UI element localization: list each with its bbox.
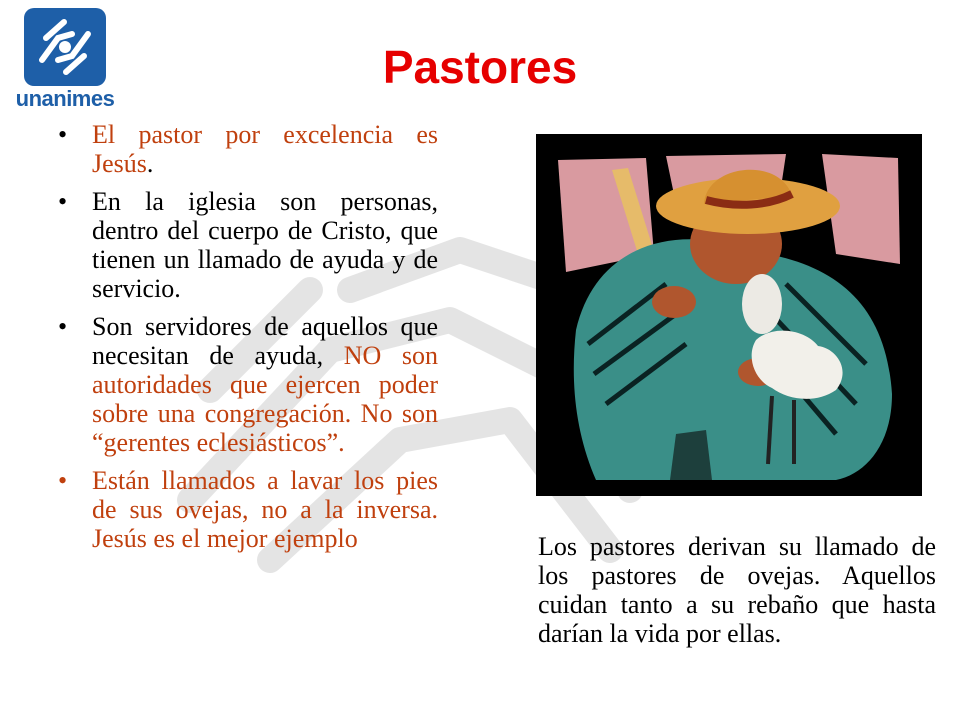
bullet-item — [56, 466, 438, 553]
bullet-marker: • — [58, 120, 68, 149]
bullet-marker: • — [58, 312, 68, 341]
bullet-text: Son servidores de aquellos que necesitan de ayuda, — [92, 312, 438, 370]
bullet-marker: • — [58, 187, 68, 216]
bullet-text: El pastor por excelencia es Jesús — [92, 120, 438, 178]
shepherd-illustration — [536, 134, 922, 496]
bullet-item — [56, 120, 438, 178]
caption-paragraph: Los pastores derivan su llamado de los pastores de ovejas. Aquellos cuidan tanto a su rebaño que hasta darían la vida por ellas. — [538, 532, 936, 648]
bullet-item — [56, 187, 438, 303]
logo-text: unanimes — [15, 86, 115, 111]
bullet-marker: • — [58, 466, 68, 495]
bullet-list — [56, 120, 438, 562]
bullet-text: Están llamados a lavar los pies de sus ovejas, no a la inversa. Jesús es el mejor ejemplo — [92, 466, 438, 553]
slide-title: Pastores — [382, 41, 578, 93]
bullet-text: NO son autoridades que ejercen poder sobre una congregación. No son “gerentes eclesiásticos”. — [92, 341, 438, 457]
bullet-text: En la iglesia son personas, dentro del cuerpo de Cristo, que tienen un llamado de ayuda y de servicio. — [92, 187, 438, 303]
bullet-item — [56, 312, 438, 457]
bullet-text: . — [146, 149, 154, 178]
